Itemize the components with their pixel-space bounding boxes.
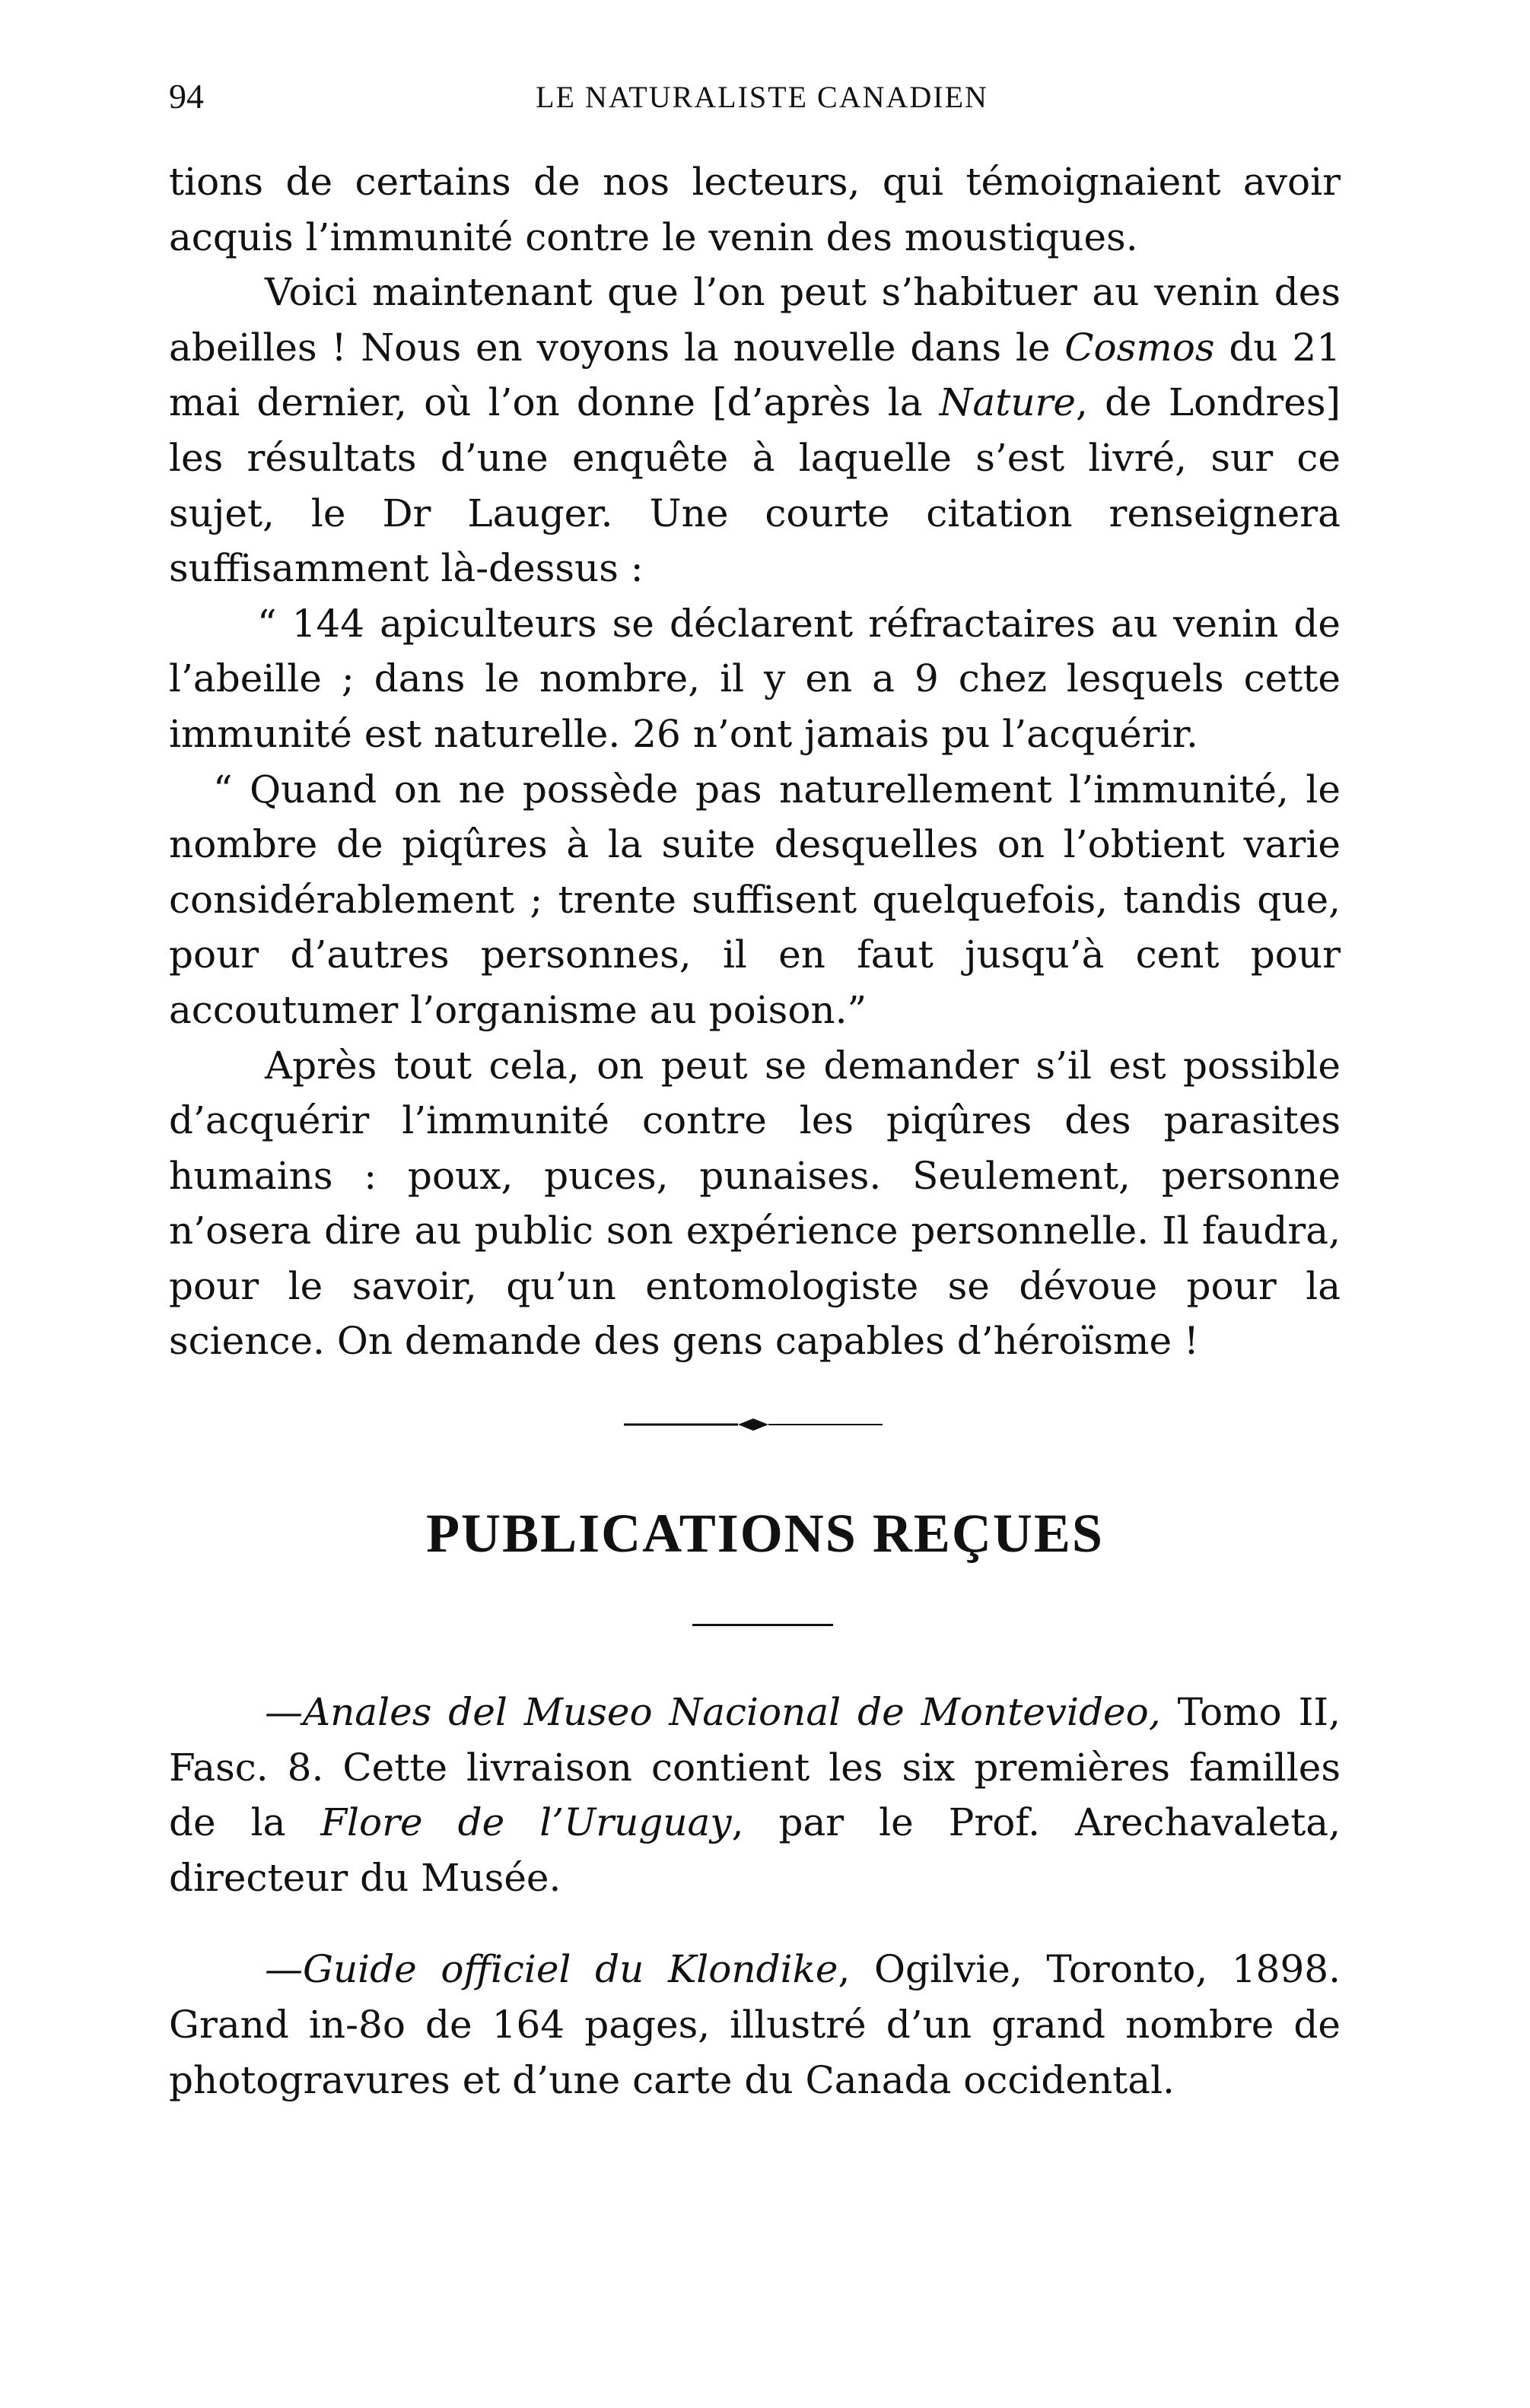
publication-2-title: —Guide officiel du Klondike [265,1947,838,1992]
page-number: 94 [169,77,204,116]
paragraph-2-text-a: Voici maintenant que l’on peut s’habituer au venin des abeilles ! Nous en voyons la nouvelle dans le [169,270,1341,370]
paragraph-2-text-c: , de Londres] les résultats d’une enquête à laquelle s’est livré, sur ce sujet, le Dr Lauger. Une courte citation renseignera suffisamment là-dessus : [169,380,1341,591]
cosmos-title: Cosmos [1064,325,1215,370]
quote-paragraph-1: “ 144 apiculteurs se déclarent réfractaires au venin de l’abeille ; dans le nombre, il y en a 9 chez lesquels cette immunité est naturelle. 26 n’ont jamais pu l’acquérir. [169,601,1341,756]
publication-entry-2 [169,1942,1341,2108]
paragraph-2 [169,265,1341,596]
publication-2-text: , Ogilvie, Toronto, 1898. Grand in-8o de 164 pages, illustré d’un grand nombre de photogravures et d’une carte du Canada occidental. [169,1947,1341,2102]
publication-1-text-a: Tomo II, Fasc. 8. Cette livraison contient les six premières familles de la [169,1690,1341,1845]
publications-body [169,1685,1341,2108]
section-title: PUBLICATIONS REÇUES [426,1503,1104,1564]
publication-1-text-b: , par le Prof. Arechavaleta, directeur du Musée. [169,1800,1341,1900]
flore-title: Flore de l’Uruguay [320,1800,732,1845]
paragraph-3: Après tout cela, on peut se demander s’il est possible d’acquérir l’immunité contre les piqûres des parasites humains : poux, puces, punaises. Seulement, personne n’osera dire au public son expérience personnelle. Il faudra, pour le savoir, qu’un entomologiste se dévoue pour la science. On demande des gens capables d’héroïsme ! [169,1043,1341,1364]
quote-paragraph-2: “ Quand on ne possède pas naturellement l’immunité, le nombre de piqûres à la suite desquelles on l’obtient varie considérablement ; trente suffisent quelquefois, tandis que, pour d’autres personnes, il en faut jusqu’à cent pour accoutumer l’organisme au poison.” [169,767,1341,1032]
nature-title: Nature [939,380,1077,425]
publication-entry-1 [169,1685,1341,1905]
article-body [169,154,1341,1369]
page-header [169,76,1355,122]
running-head: LE NATURALISTE CANADIEN [536,80,988,114]
paragraph-1: tions de certains de nos lecteurs, qui témoignaient avoir acquis l’immunité contre le venin des moustiques. [169,160,1341,259]
publication-1-title: —Anales del Museo Nacional de Montevideo, [265,1690,1161,1734]
paragraph-2-text-b: du 21 mai dernier, où l’on donne [d’après la [169,325,1341,425]
title-rule [692,1624,833,1626]
ornament-divider [624,1413,883,1436]
